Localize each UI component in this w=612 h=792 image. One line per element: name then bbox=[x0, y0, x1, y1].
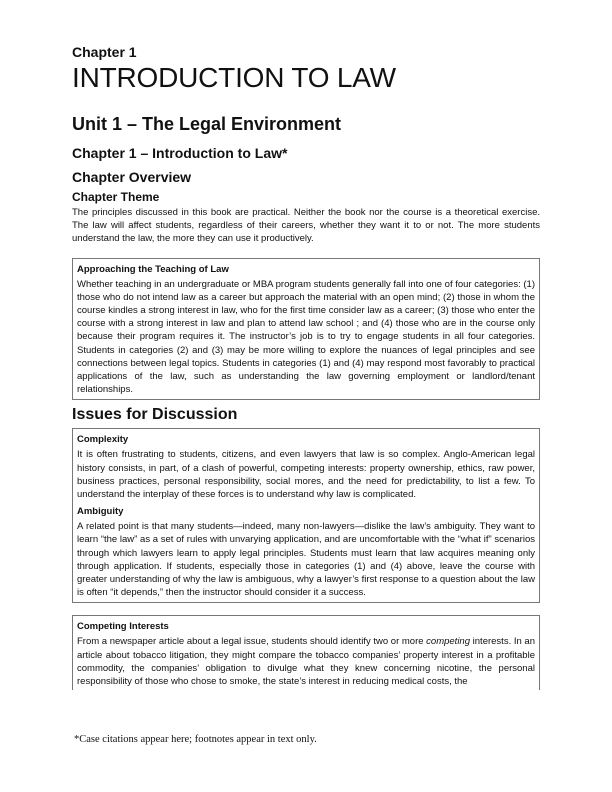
competing-heading: Competing Interests bbox=[77, 621, 169, 633]
complexity-paragraph: It is often frustrating to students, citizens, and even lawyers that law is so complex. Anglo-American legal history consists, in part, of a clash of powerful, competing interests: property ownership, ethics, raw power, business practices, personal responsibility, social mores, and the need for predictability, to list a few. To understand the interplay of these forces is to understand why law is complicated. bbox=[77, 449, 535, 501]
content-flow bbox=[72, 114, 540, 690]
competing-text-emphasis: competing bbox=[426, 636, 471, 648]
chapter-heading: Chapter 1 – Introduction to Law* bbox=[72, 145, 288, 161]
approach-box bbox=[72, 258, 540, 401]
chapter-title: INTRODUCTION TO LAW bbox=[72, 62, 396, 93]
competing-text-before: From a newspaper article about a legal issue, students should identify two or more bbox=[77, 636, 427, 648]
approach-heading: Approaching the Teaching of Law bbox=[77, 263, 229, 275]
overview-heading: Chapter Overview bbox=[72, 169, 192, 185]
competing-paragraph bbox=[77, 635, 535, 688]
footnote: *Case citations appear here; footnotes appear in text only. bbox=[74, 734, 317, 745]
approach-paragraph: Whether teaching in an undergraduate or MBA program students generally fall into one of four categories: (1) those who do not intend law as a career but approach the material with an open mind; (2) those in whom the course kindles a strong interest in law, who for the first time consider law as a career; (3) those who enter the course with a strong interest in law and plan to attend law school ; and (4) those who are in the course only because their program requires it. The instructor’s job is to try to engage students in all four categories. Students in categories (2) and (3) may be more willing to explore the nuances of legal principles and see connections between legal topics. Students in categories (1) and (4) may respond most favorably to practical applications of the law, such as understanding the law governing employment or landlord/tenant relationships. bbox=[77, 278, 535, 396]
theme-paragraph: The principles discussed in this book are practical. Neither the book nor the course is a theoretical exercise. The law will affect students, regardless of their careers, whether they want it to or not. The more students understand the law, the more they can use it productively. bbox=[72, 207, 540, 245]
competing-box bbox=[72, 615, 540, 690]
issues-heading: Issues for Discussion bbox=[72, 406, 238, 424]
ambiguity-heading: Ambiguity bbox=[77, 506, 124, 518]
chapter-label: Chapter 1 bbox=[72, 44, 137, 60]
complexity-heading: Complexity bbox=[77, 434, 129, 446]
theme-heading: Chapter Theme bbox=[72, 190, 160, 204]
ambiguity-paragraph: A related point is that many students—indeed, many non-lawyers—dislike the law’s ambiguity. They want to learn “the law” as a set of rules with unvarying application, and are uncomfortable with the “what if” scenarios through which lawyers learn to apply legal principles. Students must learn that law acquires meaning only through application. If students, especially those in categories (1) and (4) above, leave the course with greater understanding of why the law is ambiguous, why a lawyer’s first response to a question about the law is often “it depends,” then the instructor should consider it a success. bbox=[77, 521, 535, 599]
issues-box bbox=[72, 428, 540, 603]
unit-heading: Unit 1 – The Legal Environment bbox=[72, 114, 342, 134]
competing-text-after: interests. In an article about tobacco litigation, they might compare the tobacco companies’ property interest in a profitable commodity, the companies’ obligation to divulge what they knew concerning nicotine, the personal responsibility of those who chose to smoke, the state’s interest in reducing medical costs, the bbox=[77, 636, 535, 688]
document-page bbox=[72, 0, 540, 792]
